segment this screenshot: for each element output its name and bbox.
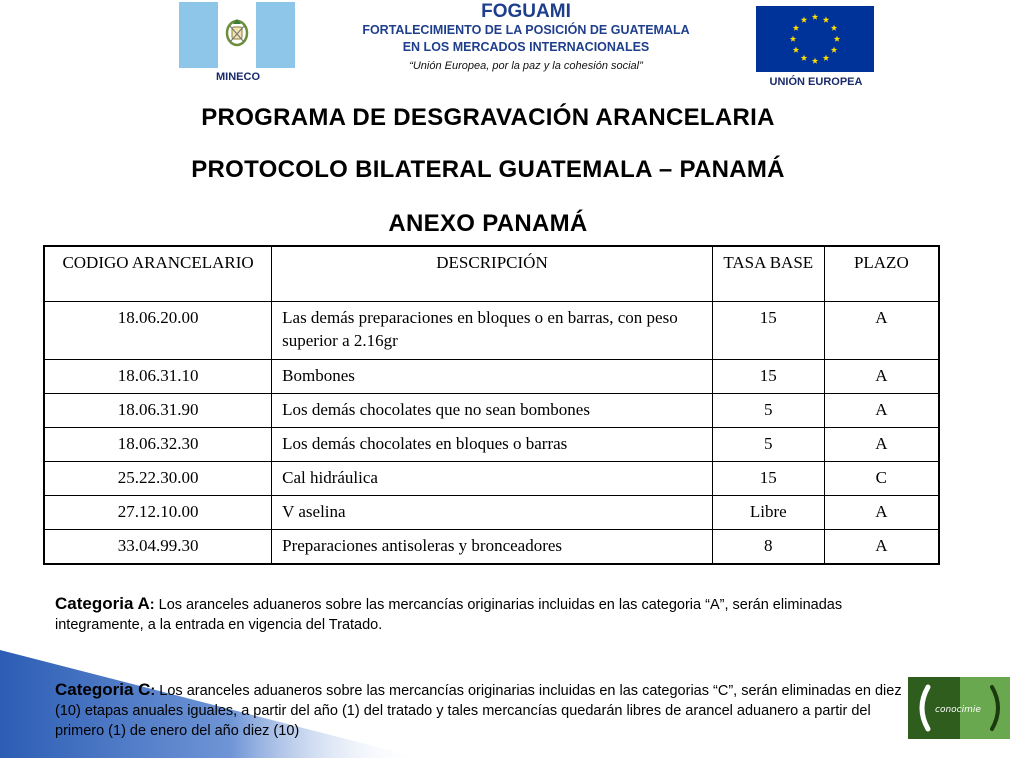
cell-description: Los demás chocolates que no sean bombones bbox=[272, 394, 713, 428]
table-row bbox=[44, 360, 939, 394]
cell-code: 27.12.10.00 bbox=[44, 496, 272, 530]
conocimiento-logo bbox=[908, 677, 1010, 739]
cell-base-rate: Libre bbox=[712, 496, 824, 530]
cell-description: V aselina bbox=[272, 496, 713, 530]
cell-base-rate: 15 bbox=[712, 360, 824, 394]
category-c-text: Los aranceles aduaneros sobre las mercancías originarias incluidas en las categorias “C”, serán eliminadas en diez (10) etapas anuales iguales, a partir del año (1) del tratado y tales mercancías quedarán libres de arancel aduanero a partir del primero (1) de enero del año diez (10) bbox=[55, 683, 902, 739]
table-row bbox=[44, 462, 939, 496]
mineco-logo bbox=[176, 0, 300, 88]
cell-term: A bbox=[824, 302, 939, 360]
header-code: CODIGO ARANCELARIO bbox=[44, 246, 272, 302]
cell-term: C bbox=[824, 462, 939, 496]
category-a-note bbox=[55, 594, 915, 635]
org-line-2: EN LOS MERCADOS INTERNACIONALES bbox=[402, 40, 650, 54]
header-term: PLAZO bbox=[824, 246, 939, 302]
category-a-label: Categoria A bbox=[55, 594, 150, 613]
cell-base-rate: 8 bbox=[712, 530, 824, 565]
table-header-row bbox=[44, 246, 939, 302]
coat-of-arms-icon bbox=[224, 16, 250, 48]
cell-code: 33.04.99.30 bbox=[44, 530, 272, 565]
foguami-header bbox=[300, 0, 752, 86]
cell-term: A bbox=[824, 496, 939, 530]
cell-code: 18.06.20.00 bbox=[44, 302, 272, 360]
mineco-label: MINECO bbox=[216, 71, 260, 83]
cell-term: A bbox=[824, 360, 939, 394]
cell-base-rate: 15 bbox=[712, 302, 824, 360]
title-protocol: PROTOCOLO BILATERAL GUATEMALA – PANAMÁ bbox=[191, 156, 785, 183]
cell-code: 18.06.32.30 bbox=[44, 428, 272, 462]
cell-term: A bbox=[824, 530, 939, 565]
eu-label: UNIÓN EUROPEA bbox=[769, 76, 863, 88]
cell-code: 18.06.31.90 bbox=[44, 394, 272, 428]
table-row bbox=[44, 530, 939, 565]
cell-base-rate: 5 bbox=[712, 394, 824, 428]
eu-flag-icon bbox=[756, 6, 874, 72]
title-annex: ANEXO PANAMÁ bbox=[388, 210, 588, 237]
header-base-rate: TASA BASE bbox=[712, 246, 824, 302]
cell-base-rate: 5 bbox=[712, 428, 824, 462]
cell-code: 18.06.31.10 bbox=[44, 360, 272, 394]
category-c-note bbox=[55, 680, 915, 741]
corner-logo-text: conocimie bbox=[935, 705, 981, 715]
table-row bbox=[44, 496, 939, 530]
guatemala-flag bbox=[179, 2, 295, 68]
title-program: PROGRAMA DE DESGRAVACIÓN ARANCELARIA bbox=[201, 104, 775, 131]
cell-term: A bbox=[824, 394, 939, 428]
eu-logo bbox=[752, 0, 880, 92]
header-description: DESCRIPCIÓN bbox=[272, 246, 713, 302]
category-c-colon: : bbox=[150, 683, 156, 699]
category-c-label: Categoria C bbox=[55, 680, 151, 699]
org-tagline: “Unión Europea, por la paz y la cohesión social” bbox=[409, 60, 643, 72]
org-name: FOGUAMI bbox=[481, 1, 571, 22]
category-a-colon: : bbox=[149, 597, 155, 613]
cell-code: 25.22.30.00 bbox=[44, 462, 272, 496]
cell-description: Cal hidráulica bbox=[272, 462, 713, 496]
cell-description: Bombones bbox=[272, 360, 713, 394]
cell-description: Los demás chocolates en bloques o barras bbox=[272, 428, 713, 462]
category-a-text: Los aranceles aduaneros sobre las mercancías originarias incluidas en las categoria “A”, serán eliminadas integramente, a la entrada en vigencia del Tratado. bbox=[55, 597, 843, 633]
cell-base-rate: 15 bbox=[712, 462, 824, 496]
cell-term: A bbox=[824, 428, 939, 462]
tariff-table bbox=[43, 245, 940, 565]
table-row bbox=[44, 302, 939, 360]
table-row bbox=[44, 428, 939, 462]
cell-description: Las demás preparaciones en bloques o en barras, con peso superior a 2.16gr bbox=[272, 302, 713, 360]
table-row bbox=[44, 394, 939, 428]
cell-description: Preparaciones antisoleras y bronceadores bbox=[272, 530, 713, 565]
org-line-1: FORTALECIMIENTO DE LA POSICIÓN DE GUATEMALA bbox=[362, 23, 690, 37]
